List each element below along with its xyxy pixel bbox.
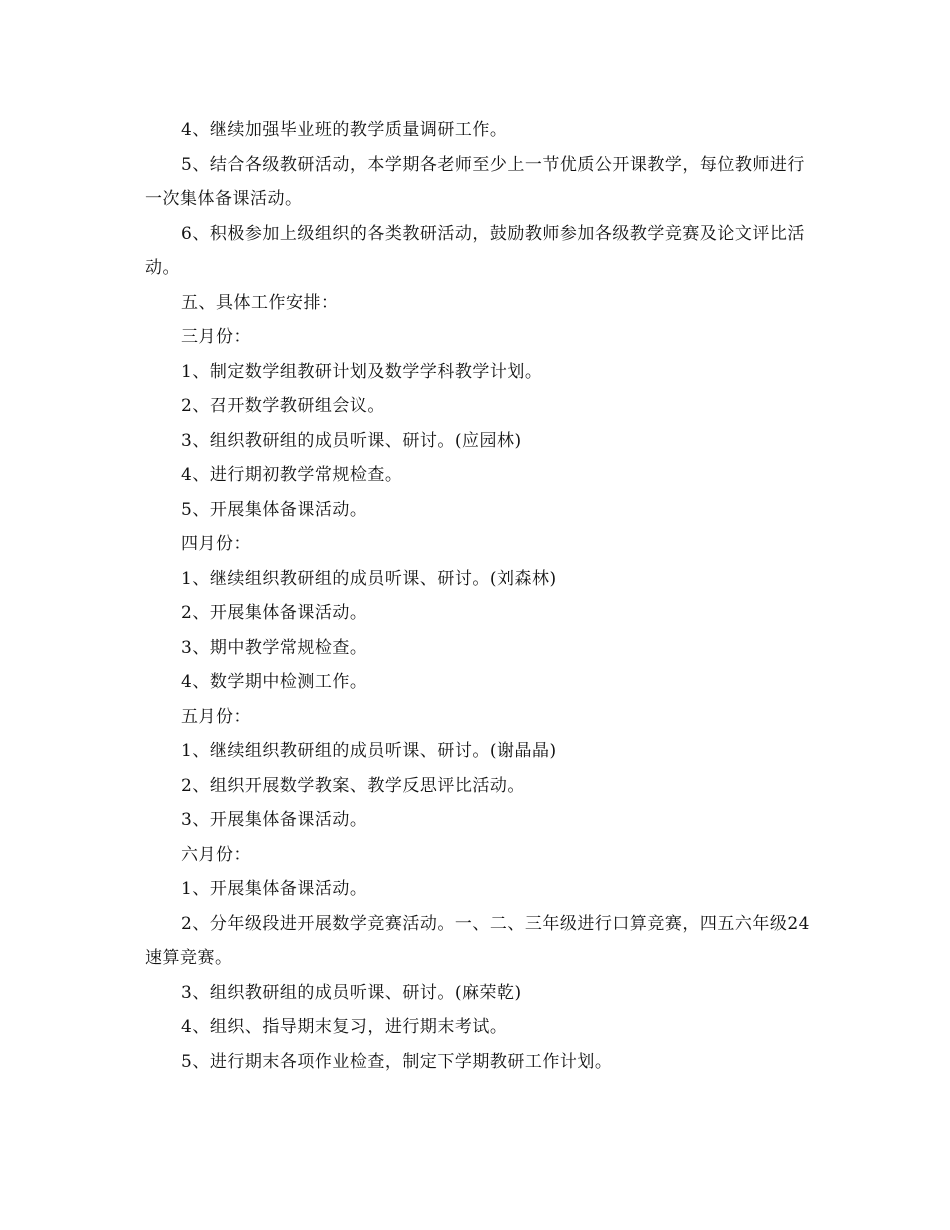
month-heading-may: 五月份： — [181, 706, 251, 727]
may-item-1: 1、继续组织教研组的成员听课、研讨。(谢晶晶) — [181, 741, 557, 761]
april-item-4: 4、数学期中检测工作。 — [181, 672, 368, 692]
march-item-3: 3、组织教研组的成员听课、研讨。(应园林) — [181, 430, 522, 451]
paragraph-item-5-public-lesson: 5、结合各级教研活动，本学期各老师至少上一节优质公开课教学，每位教师进行一次集体备课活动。 — [145, 154, 805, 209]
june-item-2: 2、分年级段进开展数学竞赛活动。一、二、三年级进行口算竞赛，四五六年级24速算竞赛。 — [145, 913, 810, 968]
month-heading-march: 三月份： — [181, 327, 251, 347]
month-heading-june: 六月份： — [181, 844, 251, 865]
june-item-3: 3、组织教研组的成员听课、研讨。(麻荣乾) — [181, 982, 522, 1003]
may-item-2: 2、组织开展数学教案、教学反思评比活动。 — [181, 775, 525, 796]
march-item-5: 5、开展集体备课活动。 — [181, 499, 368, 520]
may-item-3: 3、开展集体备课活动。 — [181, 810, 368, 830]
april-item-1: 1、继续组织教研组的成员听课、研讨。(刘森林) — [181, 568, 557, 589]
april-item-2: 2、开展集体备课活动。 — [181, 603, 368, 623]
document-body — [145, 113, 810, 1079]
paragraph-item-6-competitions: 6、积极参加上级组织的各类教研活动，鼓励教师参加各级教学竞赛及论文评比活动。 — [145, 223, 805, 278]
march-item-2: 2、召开数学教研组会议。 — [181, 396, 385, 416]
march-item-1: 1、制定数学组教研计划及数学学科教学计划。 — [181, 361, 543, 382]
june-item-5: 5、进行期末各项作业检查，制定下学期教研工作计划。 — [181, 1051, 613, 1072]
june-item-4: 4、组织、指导期末复习，进行期末考试。 — [181, 1017, 508, 1037]
april-item-3: 3、期中教学常规检查。 — [181, 637, 368, 658]
month-heading-april: 四月份： — [181, 534, 251, 554]
june-item-1: 1、开展集体备课活动。 — [181, 879, 368, 899]
march-item-4: 4、进行期初教学常规检查。 — [181, 465, 403, 485]
section-heading-schedule: 五、具体工作安排： — [181, 292, 339, 313]
paragraph-item-4-quality: 4、继续加强毕业班的教学质量调研工作。 — [181, 120, 508, 140]
